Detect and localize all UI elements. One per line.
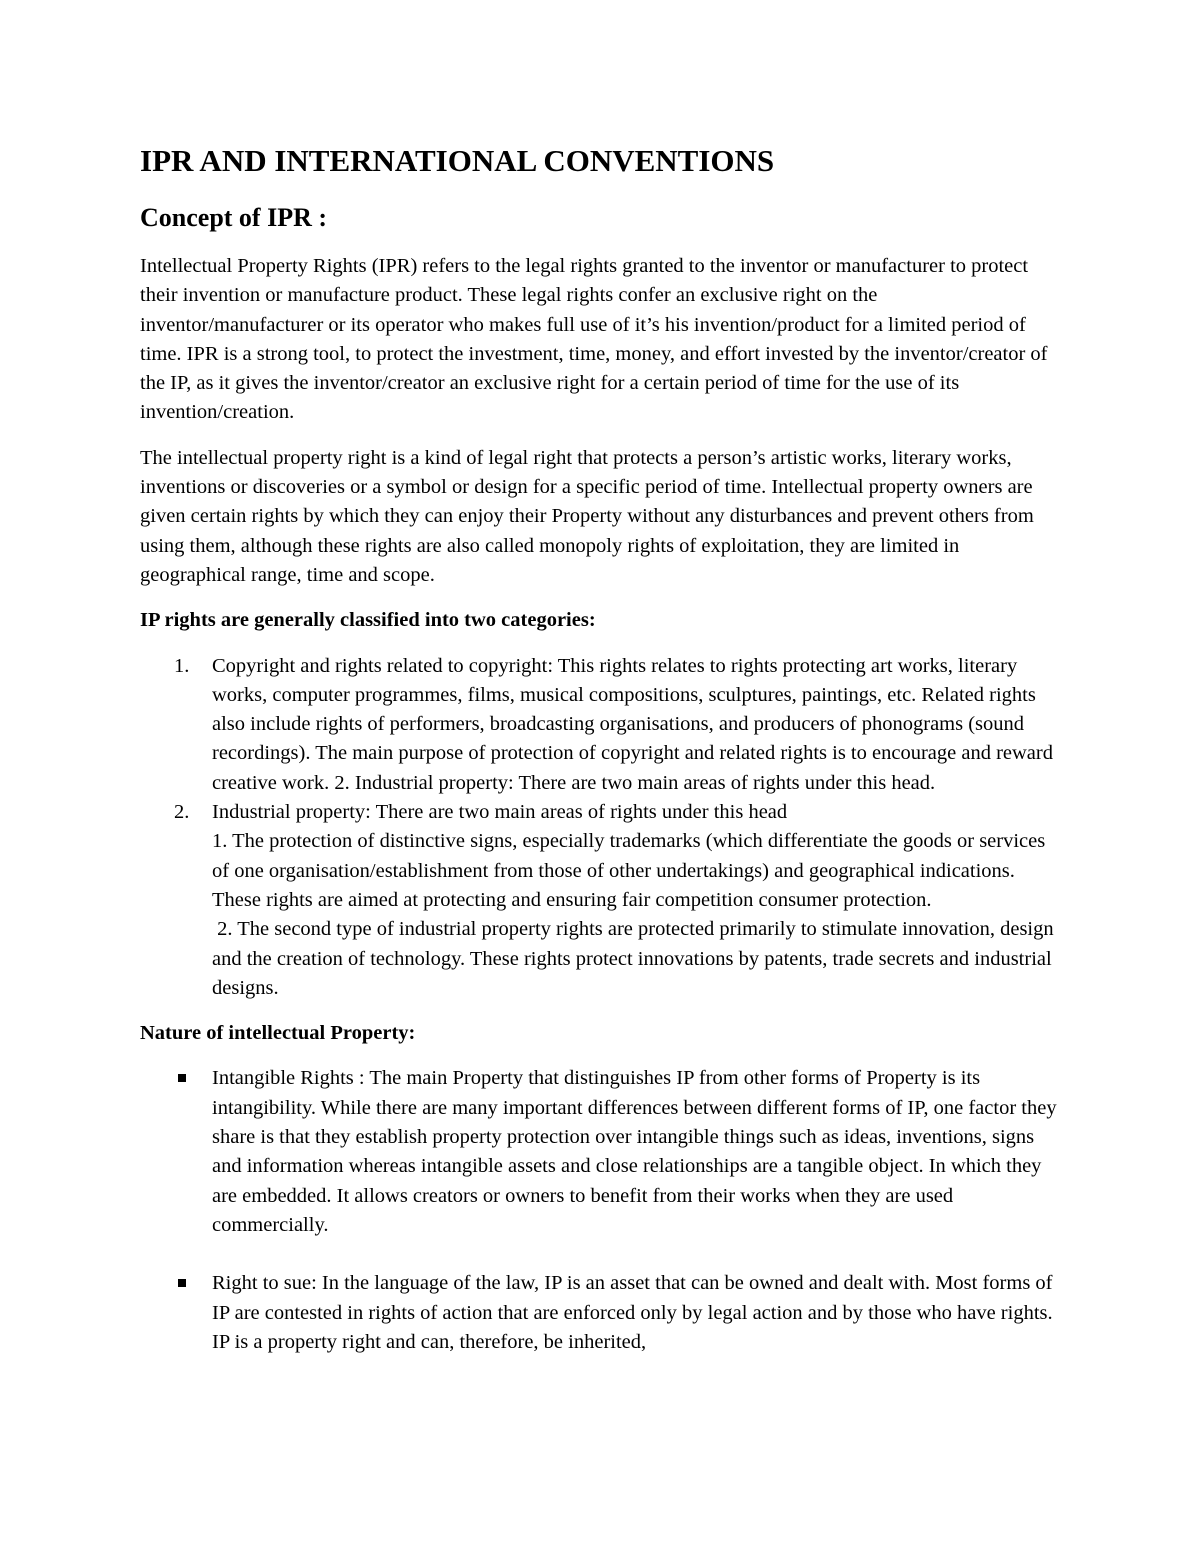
list-number: 1.	[174, 654, 190, 677]
list-subitem-text: 1. The protection of distinctive signs, especially trademarks (which differentiate the goods or services of one organisation/establishment from those of other undertakings) and geographical indications. These rights are aimed at protecting and ensuring fair competition consumer protection.	[212, 830, 1046, 911]
list-item	[140, 652, 1060, 798]
square-bullet-icon	[178, 1279, 186, 1287]
concept-paragraph-2: The intellectual property right is a kind of legal right that protects a person’s artistic works, literary works, inventions or discoveries or a symbol or design for a specific period of time. Intellectual property owners are given certain rights by which they can enjoy their Property without any disturbances and prevent others from using them, although these rights are also called monopoly rights of exploitation, they are limited in geographical range, time and scope.	[140, 446, 1034, 586]
list-item-text: Intangible Rights : The main Property that distinguishes IP from other forms of Property is its intangibility. While there are many important differences between different forms of IP, one factor they share is that they establish property protection over intangible things such as ideas, inventions, signs and information whereas intangible assets and close relationships are a tangible object. In which they are embedded. It allows creators or owners to benefit from their works when they are used commercially.	[212, 1067, 1057, 1236]
document-title: IPR AND INTERNATIONAL CONVENTIONS	[140, 143, 775, 178]
list-item	[140, 1064, 1060, 1240]
nature-heading: Nature of intellectual Property:	[140, 1022, 416, 1045]
list-item-text: Right to sue: In the language of the law, IP is an asset that can be owned and dealt with. Most forms of IP are contested in rights of action that are enforced only by legal action and by those who have rights. IP is a property right and can, therefore, be inherited,	[212, 1272, 1053, 1353]
square-bullet-icon	[178, 1074, 186, 1082]
list-item-text: Copyright and rights related to copyright: This rights relates to rights protecting art works, literary works, computer programmes, films, musical compositions, sculptures, paintings, etc. Related rights also include rights of performers, broadcasting organisations, and producers of phonograms (sound recordings). The main purpose of protection of copyright and related rights is to encourage and reward creative work. 2. Industrial property: There are two main areas of rights under this head.	[212, 654, 1053, 794]
list-item	[140, 798, 1060, 1003]
list-item-text: Industrial property: There are two main areas of rights under this head	[212, 801, 788, 824]
document-page	[140, 142, 1060, 1386]
categories-list	[140, 652, 1060, 1004]
list-item	[140, 1269, 1060, 1357]
list-number: 2.	[174, 801, 190, 824]
list-subitem-text: 2. The second type of industrial property rights are protected primarily to stimulate innovation, design and the creation of technology. These rights protect innovations by patents, trade secrets and industrial designs.	[212, 918, 1059, 999]
nature-list	[140, 1064, 1060, 1357]
concept-heading: Concept of IPR :	[140, 203, 328, 232]
categories-heading: IP rights are generally classified into two categories:	[140, 609, 596, 632]
concept-paragraph-1: Intellectual Property Rights (IPR) refers to the legal rights granted to the inventor or manufacturer to protect their invention or manufacture product. These legal rights confer an exclusive right on the inventor/manufacturer or its operator who makes full use of it’s his invention/product for a limited period of time. IPR is a strong tool, to protect the investment, time, money, and effort invested by the inventor/creator of the IP, as it gives the inventor/creator an exclusive right for a certain period of time for the use of its invention/creation.	[140, 255, 1048, 424]
